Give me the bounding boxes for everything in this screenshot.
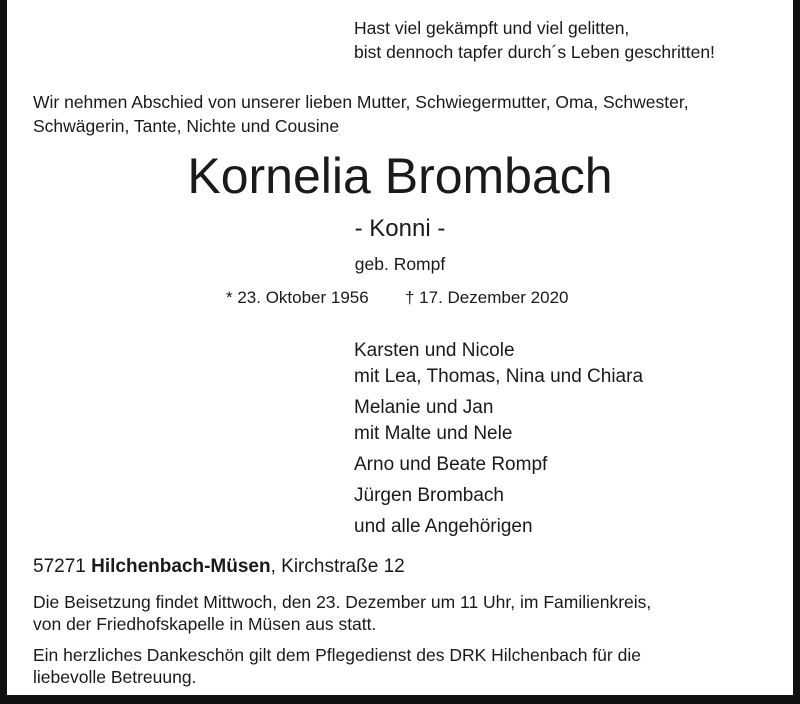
intro-line: Schwägerin, Tante, Nichte und Cousine (33, 116, 340, 136)
mourner-line: Karsten und Nicole (354, 340, 515, 361)
postal-code: 57271 (33, 556, 86, 577)
family-address (33, 554, 405, 580)
deceased-nickname: - Konni - (354, 215, 446, 242)
intro-line: Wir nehmen Abschied von unserer lieben Mutter, Schwiegermutter, Oma, Schwester, (33, 92, 689, 112)
deceased-name: Kornelia Brombach (187, 148, 613, 204)
poem-verse (354, 16, 715, 64)
mourner-line: und alle Angehörigen (354, 516, 533, 537)
street-address: , Kirchstraße 12 (270, 556, 405, 577)
thanks-line: liebevolle Betreuung. (33, 667, 197, 687)
town-name: Hilchenbach-Müsen (91, 556, 271, 577)
mourner-line: mit Lea, Thomas, Nina und Chiara (354, 366, 644, 387)
mourner-entry (354, 483, 643, 509)
funeral-notice (33, 591, 651, 635)
funeral-line: Die Beisetzung findet Mittwoch, den 23. Dezember um 11 Uhr, im Familienkreis, (33, 592, 652, 612)
deceased-birth-name: geb. Rompf (354, 254, 446, 274)
thanks-notice (33, 644, 641, 688)
mourner-entry (354, 395, 643, 447)
mourner-line: mit Malte und Nele (354, 423, 513, 444)
mourner-line: Jürgen Brombach (354, 485, 504, 506)
funeral-line: von der Friedhofskapelle in Müsen aus statt. (33, 614, 377, 634)
mourner-line: Melanie und Jan (354, 397, 494, 418)
mourner-entry (354, 452, 643, 478)
mourners-list (354, 338, 643, 545)
death-date: † 17. Dezember 2020 (405, 288, 569, 307)
thanks-line: Ein herzliches Dankeschön gilt dem Pflegedienst des DRK Hilchenbach für die (33, 645, 641, 665)
birth-date: * 23. Oktober 1956 (226, 288, 369, 307)
mourner-line: Arno und Beate Rompf (354, 454, 548, 475)
mourner-entry (354, 338, 643, 390)
poem-line: Hast viel gekämpft und viel gelitten, (354, 18, 630, 38)
mourner-entry (354, 514, 643, 540)
intro-text (33, 90, 689, 138)
poem-line: bist dennoch tapfer durch´s Leben geschritten! (354, 42, 715, 62)
